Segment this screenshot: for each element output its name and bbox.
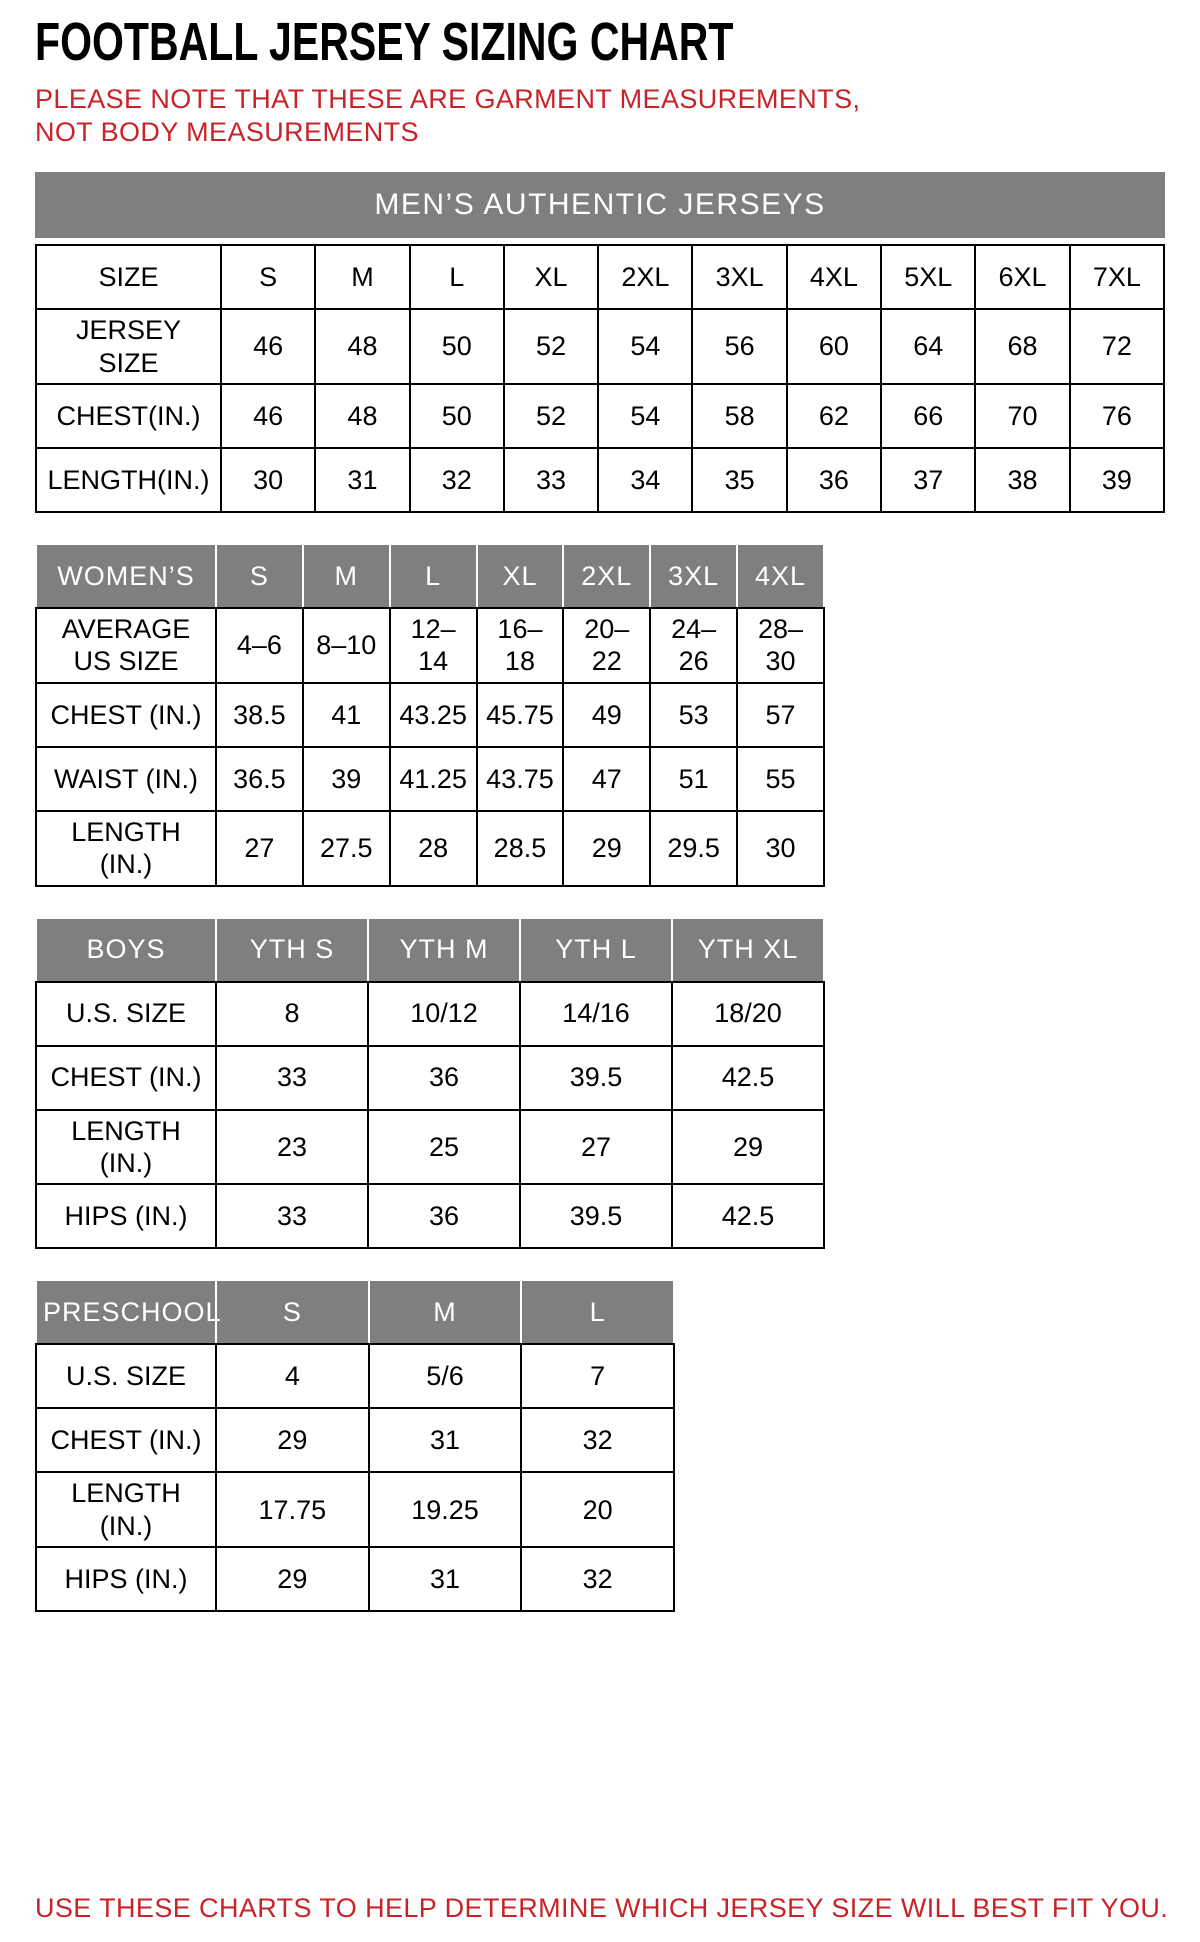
value-cell: 4XL [737,544,824,608]
value-cell: 36 [368,1046,520,1110]
value-cell: L [390,544,477,608]
value-cell: 52 [504,384,598,448]
value-cell: YTH S [216,918,368,982]
value-cell: 27.5 [303,811,390,886]
row-label-cell: HIPS (IN.) [36,1547,216,1611]
mens-table-banner: MEN’S AUTHENTIC JERSEYS [35,172,1165,238]
row-label-cell: CHEST (IN.) [36,683,216,747]
value-cell: 41.25 [390,747,477,811]
value-cell: 45.75 [477,683,564,747]
value-cell: 39 [1070,448,1164,512]
value-cell: 5XL [881,245,975,309]
value-cell: 46 [221,309,315,384]
value-cell: 31 [315,448,409,512]
value-cell: 30 [737,811,824,886]
value-cell: 7 [521,1344,674,1408]
value-cell: 42.5 [672,1046,824,1110]
value-cell: L [521,1280,674,1344]
row-label-cell: U.S. SIZE [36,1344,216,1408]
table-row [36,448,1164,512]
value-cell: 28.5 [477,811,564,886]
value-cell: 2XL [598,245,692,309]
value-cell: 36.5 [216,747,303,811]
value-cell: 60 [787,309,881,384]
table-row [36,544,824,608]
table-row [36,683,824,747]
value-cell: M [315,245,409,309]
value-cell: 29 [563,811,650,886]
value-cell: 31 [369,1408,522,1472]
value-cell: M [303,544,390,608]
value-cell: 48 [315,384,409,448]
row-label-cell: HIPS (IN.) [36,1184,216,1248]
value-cell: 29 [216,1547,369,1611]
value-cell: 33 [216,1046,368,1110]
value-cell: 32 [521,1547,674,1611]
value-cell: 20 [521,1472,674,1547]
value-cell: S [216,1280,369,1344]
footer-note: USE THESE CHARTS TO HELP DETERMINE WHICH JERSEY SIZE WILL BEST FIT YOU. [35,1893,1169,1923]
row-label-cell: CHEST(IN.) [36,384,221,448]
row-label-cell: CHEST (IN.) [36,1046,216,1110]
boys-table [35,917,825,1250]
table-row [36,1046,824,1110]
value-cell: 17.75 [216,1472,369,1547]
value-cell: 3XL [692,245,786,309]
row-label-cell: LENGTH (IN.) [36,1472,216,1547]
row-label-cell: LENGTH (IN.) [36,1110,216,1185]
value-cell: 54 [598,309,692,384]
value-cell: 39 [303,747,390,811]
value-cell: M [369,1280,522,1344]
row-label-cell: AVERAGE US SIZE [36,608,216,683]
value-cell: 46 [221,384,315,448]
value-cell: 54 [598,384,692,448]
value-cell: 31 [369,1547,522,1611]
table-row [36,1408,674,1472]
value-cell: 32 [410,448,504,512]
table-row [36,608,824,683]
table-row [36,1184,824,1248]
table-row [36,1547,674,1611]
value-cell: 58 [692,384,786,448]
value-cell: YTH L [520,918,672,982]
value-cell: 29 [672,1110,824,1185]
value-cell: 10/12 [368,982,520,1046]
value-cell: 33 [216,1184,368,1248]
value-cell: 64 [881,309,975,384]
value-cell: 8 [216,982,368,1046]
value-cell: 33 [504,448,598,512]
measurement-note: PLEASE NOTE THAT THESE ARE GARMENT MEASUREMENTS, NOT BODY MEASUREMENTS [35,83,861,148]
value-cell: 62 [787,384,881,448]
row-label-cell: LENGTH(IN.) [36,448,221,512]
value-cell: 43.75 [477,747,564,811]
value-cell: 39.5 [520,1046,672,1110]
value-cell: 12–14 [390,608,477,683]
table-row [36,1472,674,1547]
value-cell: 30 [221,448,315,512]
table-row [36,1280,674,1344]
value-cell: YTH M [368,918,520,982]
value-cell: 27 [520,1110,672,1185]
value-cell: 4XL [787,245,881,309]
value-cell: 20–22 [563,608,650,683]
value-cell: 53 [650,683,737,747]
value-cell: 47 [563,747,650,811]
value-cell: 66 [881,384,975,448]
table-row [36,918,824,982]
value-cell: 51 [650,747,737,811]
value-cell: 24–26 [650,608,737,683]
value-cell: 32 [521,1408,674,1472]
value-cell: 8–10 [303,608,390,683]
value-cell: 6XL [975,245,1069,309]
row-label-cell: LENGTH (IN.) [36,811,216,886]
preschool-table [35,1279,675,1612]
value-cell: 41 [303,683,390,747]
value-cell: 3XL [650,544,737,608]
value-cell: XL [477,544,564,608]
value-cell: 36 [787,448,881,512]
table-row [36,384,1164,448]
value-cell: 18/20 [672,982,824,1046]
table-row [36,982,824,1046]
value-cell: YTH XL [672,918,824,982]
table-row [36,811,824,886]
row-label-cell: JERSEY SIZE [36,309,221,384]
value-cell: 57 [737,683,824,747]
value-cell: 29.5 [650,811,737,886]
value-cell: 49 [563,683,650,747]
value-cell: 55 [737,747,824,811]
value-cell: 48 [315,309,409,384]
value-cell: 35 [692,448,786,512]
value-cell: 14/16 [520,982,672,1046]
row-label-cell: U.S. SIZE [36,982,216,1046]
page-title: FOOTBALL JERSEY SIZING CHART [35,12,734,72]
value-cell: 52 [504,309,598,384]
value-cell: 72 [1070,309,1164,384]
table-row [36,1110,824,1185]
value-cell: 4–6 [216,608,303,683]
value-cell: XL [504,245,598,309]
value-cell: 42.5 [672,1184,824,1248]
table-row [36,747,824,811]
value-cell: 68 [975,309,1069,384]
value-cell: 50 [410,384,504,448]
value-cell: 37 [881,448,975,512]
value-cell: 38.5 [216,683,303,747]
value-cell: S [221,245,315,309]
womens-table [35,543,825,887]
value-cell: 50 [410,309,504,384]
value-cell: 56 [692,309,786,384]
value-cell: 70 [975,384,1069,448]
mens-table [35,244,1165,513]
value-cell: 25 [368,1110,520,1185]
value-cell: 7XL [1070,245,1164,309]
value-cell: S [216,544,303,608]
row-label-cell: WOMEN’S [36,544,216,608]
value-cell: 16–18 [477,608,564,683]
value-cell: 29 [216,1408,369,1472]
value-cell: 43.25 [390,683,477,747]
value-cell: 36 [368,1184,520,1248]
value-cell: 38 [975,448,1069,512]
value-cell: 19.25 [369,1472,522,1547]
table-row [36,1344,674,1408]
table-row [36,245,1164,309]
row-label-cell: BOYS [36,918,216,982]
value-cell: 76 [1070,384,1164,448]
value-cell: L [410,245,504,309]
value-cell: 39.5 [520,1184,672,1248]
value-cell: 34 [598,448,692,512]
value-cell: 28 [390,811,477,886]
value-cell: 27 [216,811,303,886]
row-label-cell: WAIST (IN.) [36,747,216,811]
value-cell: 2XL [563,544,650,608]
row-label-cell: PRESCHOOL [36,1280,216,1344]
row-label-cell: SIZE [36,245,221,309]
value-cell: 4 [216,1344,369,1408]
row-label-cell: CHEST (IN.) [36,1408,216,1472]
value-cell: 23 [216,1110,368,1185]
value-cell: 28–30 [737,608,824,683]
value-cell: 5/6 [369,1344,522,1408]
table-row [36,309,1164,384]
